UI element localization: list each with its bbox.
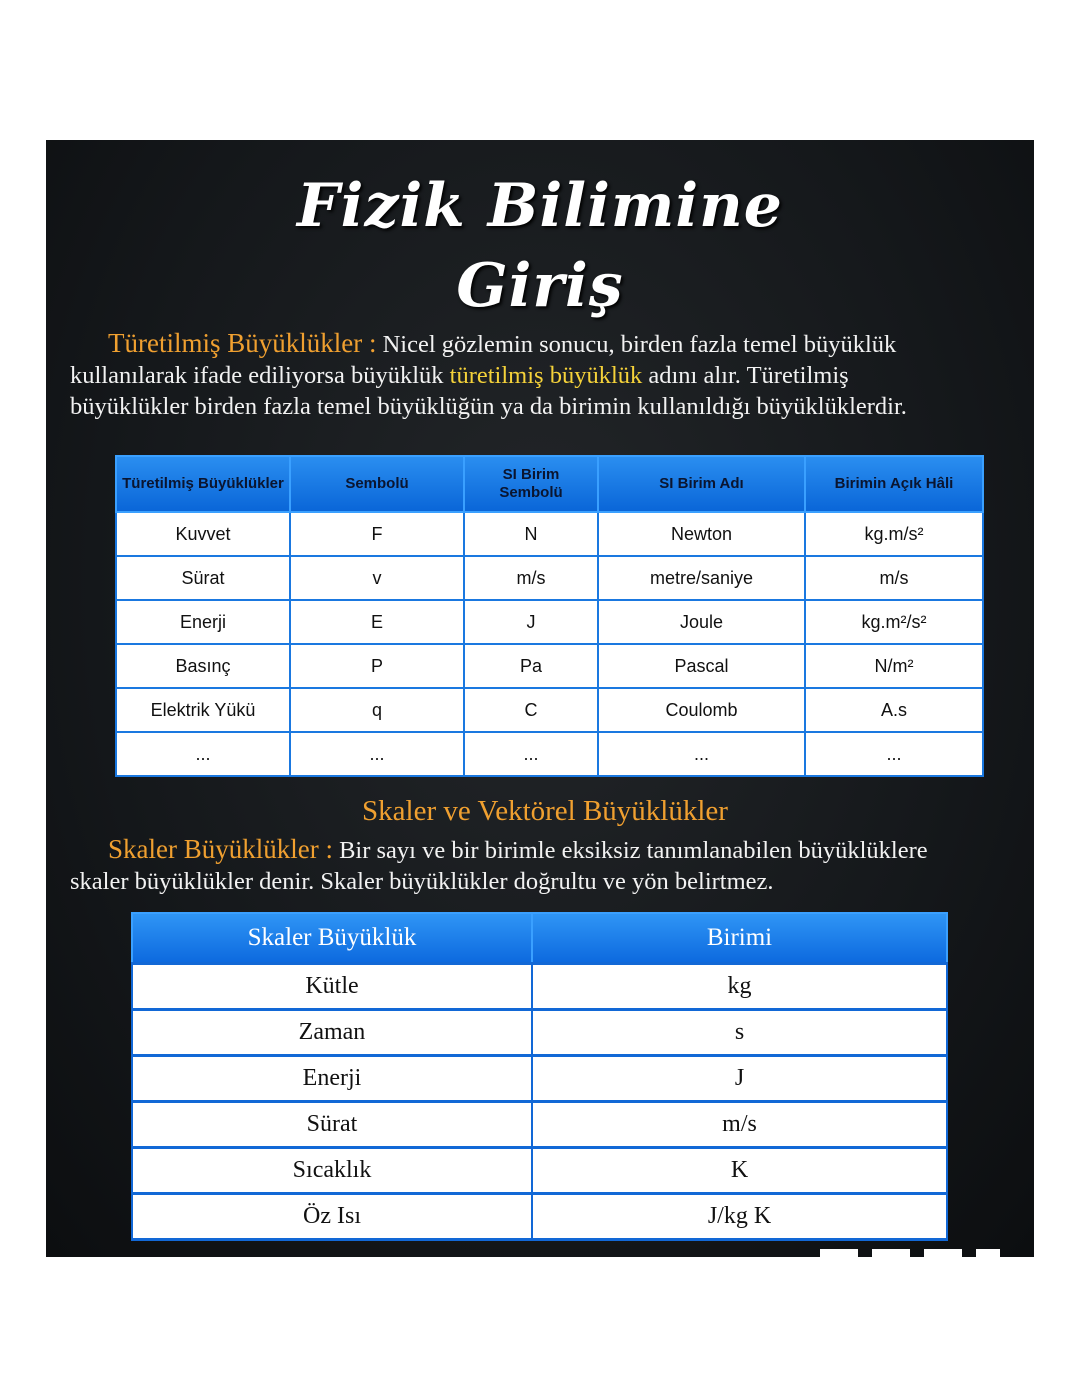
table-cell: K bbox=[532, 1148, 947, 1194]
column-header: SI Birim Adı bbox=[598, 456, 805, 512]
scalar-quantities-table bbox=[131, 912, 948, 1241]
column-header: Sembolü bbox=[290, 456, 464, 512]
table-row bbox=[116, 556, 983, 600]
table-cell: Pa bbox=[464, 644, 598, 688]
decorative-stripe bbox=[820, 1249, 1000, 1257]
table-row bbox=[116, 688, 983, 732]
table-cell: Elektrik Yükü bbox=[116, 688, 290, 732]
table-cell: metre/saniye bbox=[598, 556, 805, 600]
table-cell: Kuvvet bbox=[116, 512, 290, 556]
column-header: Birimin Açık Hâli bbox=[805, 456, 983, 512]
table-cell: C bbox=[464, 688, 598, 732]
table-cell: Basınç bbox=[116, 644, 290, 688]
table-row bbox=[116, 644, 983, 688]
column-header: Birimi bbox=[532, 913, 947, 964]
table-row bbox=[116, 600, 983, 644]
derived-text-b: adını alır. Türetilmiş büyüklükler birden fazla temel büyüklüğün ya da birimin kullanıldığı büyüklüklerdir. bbox=[70, 362, 907, 420]
table-cell: Joule bbox=[598, 600, 805, 644]
table-cell: ... bbox=[290, 732, 464, 776]
table-row bbox=[132, 1102, 947, 1148]
table-cell: Newton bbox=[598, 512, 805, 556]
table-cell: Sürat bbox=[132, 1102, 532, 1148]
table-row bbox=[132, 1194, 947, 1240]
column-header: Türetilmiş Büyüklükler bbox=[116, 456, 290, 512]
table-row bbox=[116, 732, 983, 776]
table-header-row bbox=[116, 456, 983, 512]
table-cell: N bbox=[464, 512, 598, 556]
table-cell: q bbox=[290, 688, 464, 732]
table-cell: E bbox=[290, 600, 464, 644]
table-cell: J/kg K bbox=[532, 1194, 947, 1240]
table-cell: P bbox=[290, 644, 464, 688]
table-cell: Kütle bbox=[132, 964, 532, 1010]
derived-highlight: türetilmiş büyüklük bbox=[449, 362, 643, 389]
table-cell: ... bbox=[805, 732, 983, 776]
page-title-line-2: Giriş bbox=[456, 251, 624, 321]
scalar-quantities-lead: Skaler Büyüklükler : bbox=[108, 834, 333, 864]
table-cell: Öz Isı bbox=[132, 1194, 532, 1240]
table-cell: F bbox=[290, 512, 464, 556]
column-header: Skaler Büyüklük bbox=[132, 913, 532, 964]
table-cell: Sürat bbox=[116, 556, 290, 600]
table-cell: v bbox=[290, 556, 464, 600]
table-cell: A.s bbox=[805, 688, 983, 732]
table-cell: m/s bbox=[805, 556, 983, 600]
table-cell: Enerji bbox=[132, 1056, 532, 1102]
table-cell: Sıcaklık bbox=[132, 1148, 532, 1194]
table-cell: ... bbox=[598, 732, 805, 776]
table-row bbox=[132, 1010, 947, 1056]
table-cell: kg bbox=[532, 964, 947, 1010]
table-row bbox=[132, 1148, 947, 1194]
table-cell: N/m² bbox=[805, 644, 983, 688]
table-row bbox=[132, 964, 947, 1010]
derived-text-a: Nicel gözlemin sonucu, birden fazla temel büyüklük kullanılarak ifade ediliyorsa büyüklük bbox=[70, 331, 897, 389]
table-cell: m/s bbox=[464, 556, 598, 600]
table-cell: Enerji bbox=[116, 600, 290, 644]
table-cell: Coulomb bbox=[598, 688, 805, 732]
table-cell: m/s bbox=[532, 1102, 947, 1148]
table-cell: ... bbox=[116, 732, 290, 776]
scalar-quantities-paragraph bbox=[70, 834, 970, 897]
table-cell: s bbox=[532, 1010, 947, 1056]
table-cell: Zaman bbox=[132, 1010, 532, 1056]
derived-quantities-paragraph bbox=[70, 328, 970, 422]
table-row bbox=[132, 1056, 947, 1102]
table-cell: Pascal bbox=[598, 644, 805, 688]
page-title-line-1: Fizik Bilimine bbox=[297, 171, 783, 241]
derived-quantities-table bbox=[115, 455, 984, 777]
scalar-text: Bir sayı ve bir birimle eksiksiz tanımlanabilen büyüklüklere skaler büyüklükler denir. Skaler büyüklükler doğrultu ve yön belirtmez. bbox=[70, 837, 928, 895]
table-header-row bbox=[132, 913, 947, 964]
table-cell: J bbox=[532, 1056, 947, 1102]
derived-quantities-lead: Türetilmiş Büyüklükler : bbox=[108, 328, 377, 358]
column-header: SI Birim Sembolü bbox=[464, 456, 598, 512]
table-cell: ... bbox=[464, 732, 598, 776]
table-row bbox=[116, 512, 983, 556]
table-cell: J bbox=[464, 600, 598, 644]
section-heading: Skaler ve Vektörel Büyüklükler bbox=[362, 795, 728, 827]
table-cell: kg.m/s² bbox=[805, 512, 983, 556]
table-cell: kg.m²/s² bbox=[805, 600, 983, 644]
